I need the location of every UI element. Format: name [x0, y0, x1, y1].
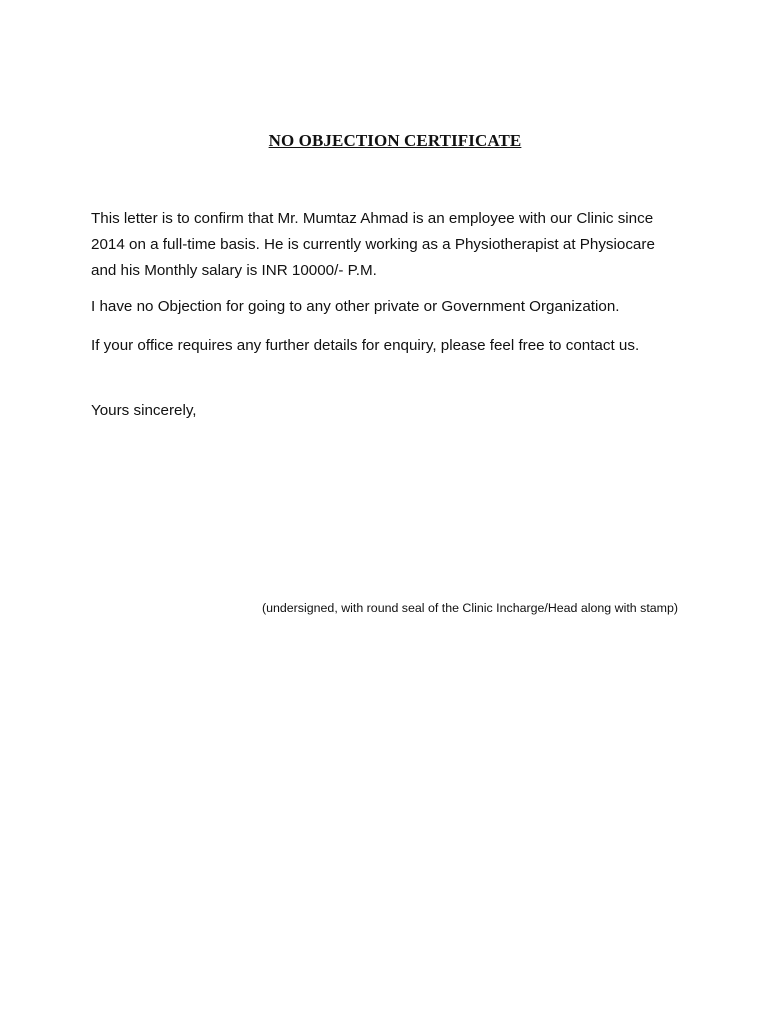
- no-objection-paragraph: I have no Objection for going to any other private or Government Organization.: [91, 298, 620, 315]
- signature-note: (undersigned, with round seal of the Clinic Incharge/Head along with stamp): [261, 601, 678, 615]
- document-title: NO OBJECTION CERTIFICATE: [268, 131, 522, 150]
- closing-line: Yours sincerely,: [91, 402, 197, 419]
- enquiry-paragraph: If your office requires any further details for enquiry, please feel free to contact us.: [91, 337, 640, 354]
- confirmation-paragraph: This letter is to confirm that Mr. Mumtaz Ahmad is an employee with our Clinic since 2014 on a full-time basis. He is currently working as a Physiotherapist at Physiocare and his Monthly salary is INR 10000/- P.M.: [91, 210, 655, 279]
